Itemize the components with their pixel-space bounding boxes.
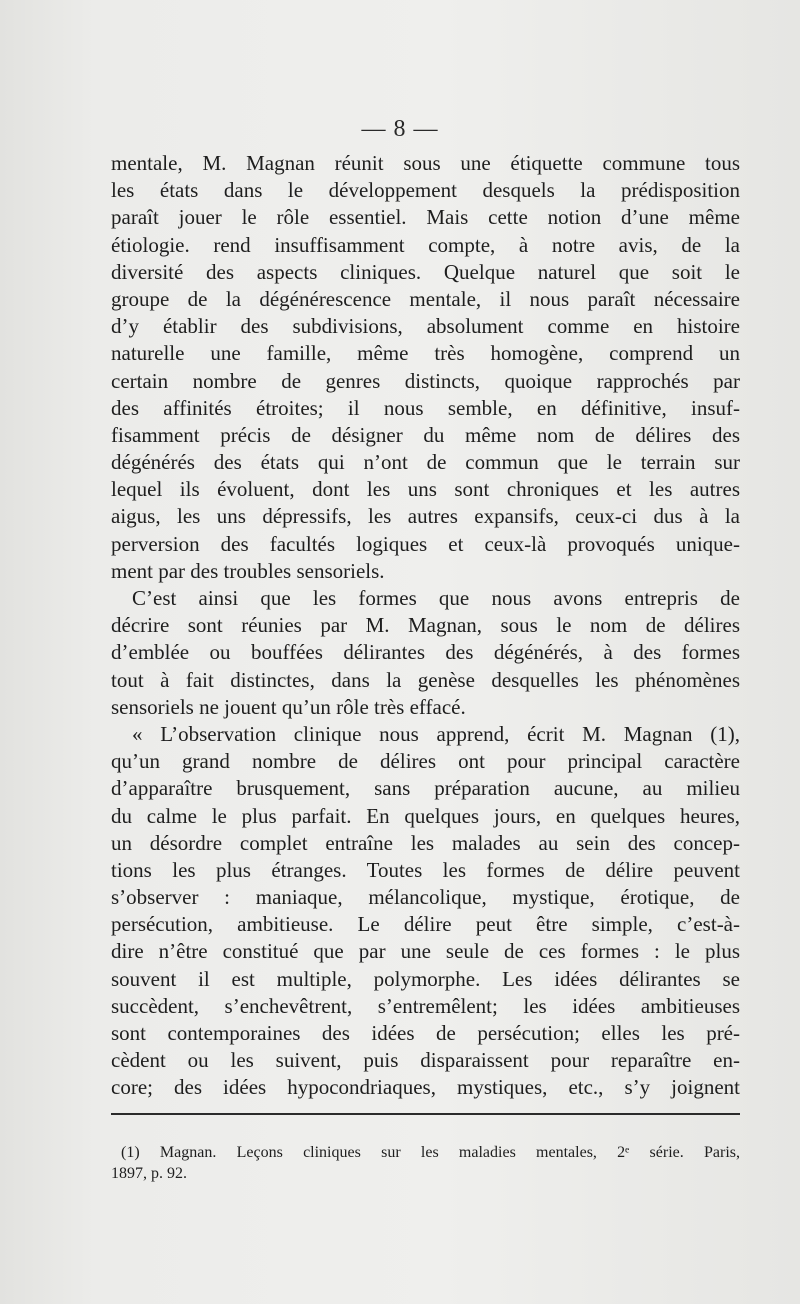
text-line: cèdent ou les suivent, puis disparaissent pour reparaître en-	[111, 1048, 740, 1073]
text-line: diversité des aspects cliniques. Quelque naturel que soit le	[111, 259, 740, 284]
text-line: d’y établir des subdivisions, absolument comme en histoire	[111, 314, 740, 339]
text-line: s’observer : maniaque, mélancolique, mystique, érotique, de	[111, 885, 740, 910]
footnote-line: (1) Magnan. Leçons cliniques sur les maladies mentales, 2ᵉ série. Paris,	[121, 1144, 740, 1161]
text-line: groupe de la dégénérescence mentale, il nous paraît nécessaire	[111, 286, 740, 311]
text-line: « L’observation clinique nous apprend, écrit M. Magnan (1),	[132, 721, 740, 746]
text-line: les états dans le développement desquels la prédisposition	[111, 178, 740, 203]
text-line: aigus, les uns dépressifs, les autres expansifs, ceux-ci dus à la	[111, 504, 740, 529]
text-line: fisamment précis de désigner du même nom de délires des	[111, 422, 740, 447]
footnote	[111, 1142, 740, 1184]
text-line: des affinités étroites; il nous semble, en définitive, insuf-	[111, 395, 740, 420]
text-line: core; des idées hypocondriaques, mystiques, etc., s’y joignent	[111, 1075, 740, 1100]
text-line: du calme le plus parfait. En quelques jours, en quelques heures,	[111, 803, 740, 828]
text-line: sensoriels ne jouent qu’un rôle très effacé.	[111, 694, 466, 719]
text-line: certain nombre de genres distincts, quoique rapprochés par	[111, 368, 740, 393]
text-line: ment par des troubles sensoriels.	[111, 558, 385, 583]
footnote-separator	[111, 1113, 740, 1115]
text-line: tions les plus étranges. Toutes les formes de délire peuvent	[111, 857, 740, 882]
text-line: qu’un grand nombre de délires ont pour principal caractère	[111, 749, 740, 774]
text-line: dégénérés des états qui n’ont de commun que le terrain sur	[111, 450, 740, 475]
text-line: d’emblée ou bouffées délirantes des dégénérés, à des formes	[111, 640, 740, 665]
text-line: sont contemporaines des idées de persécution; elles les pré-	[111, 1021, 740, 1045]
page-number: — 8 —	[361, 116, 439, 142]
text-line: souvent il est multiple, polymorphe. Les idées délirantes se	[111, 966, 740, 991]
footnote-line: 1897, p. 92.	[111, 1165, 187, 1182]
text-line: C’est ainsi que les formes que nous avons entrepris de	[132, 586, 740, 610]
text-line: dire n’être constitué que par une seule de ces formes : le plus	[111, 939, 740, 964]
text-line: perversion des facultés logiques et ceux-là provoqués unique-	[111, 531, 740, 556]
text-line: naturelle une famille, même très homogène, comprend un	[111, 341, 740, 366]
text-line: lequel ils évoluent, dont les uns sont chroniques et les autres	[111, 477, 740, 502]
text-line: décrire sont réunies par M. Magnan, sous le nom de délires	[111, 613, 740, 638]
text-line: étiologie. rend insuffisamment compte, à notre avis, de la	[111, 232, 740, 257]
body-text	[111, 150, 740, 1102]
text-line: persécution, ambitieuse. Le délire peut être simple, c’est-à-	[111, 912, 740, 937]
text-line: succèdent, s’enchevêtrent, s’entremêlent; les idées ambitieuses	[111, 993, 740, 1018]
text-line: mentale, M. Magnan réunit sous une étiquette commune tous	[111, 151, 740, 175]
text-line: d’apparaître brusquement, sans préparation aucune, au milieu	[111, 776, 740, 801]
text-line: paraît jouer le rôle essentiel. Mais cette notion d’une même	[111, 205, 740, 230]
text-line: tout à fait distinctes, dans la genèse desquelles les phénomènes	[111, 667, 740, 692]
text-line: un désordre complet entraîne les malades au sein des concep-	[111, 830, 740, 855]
